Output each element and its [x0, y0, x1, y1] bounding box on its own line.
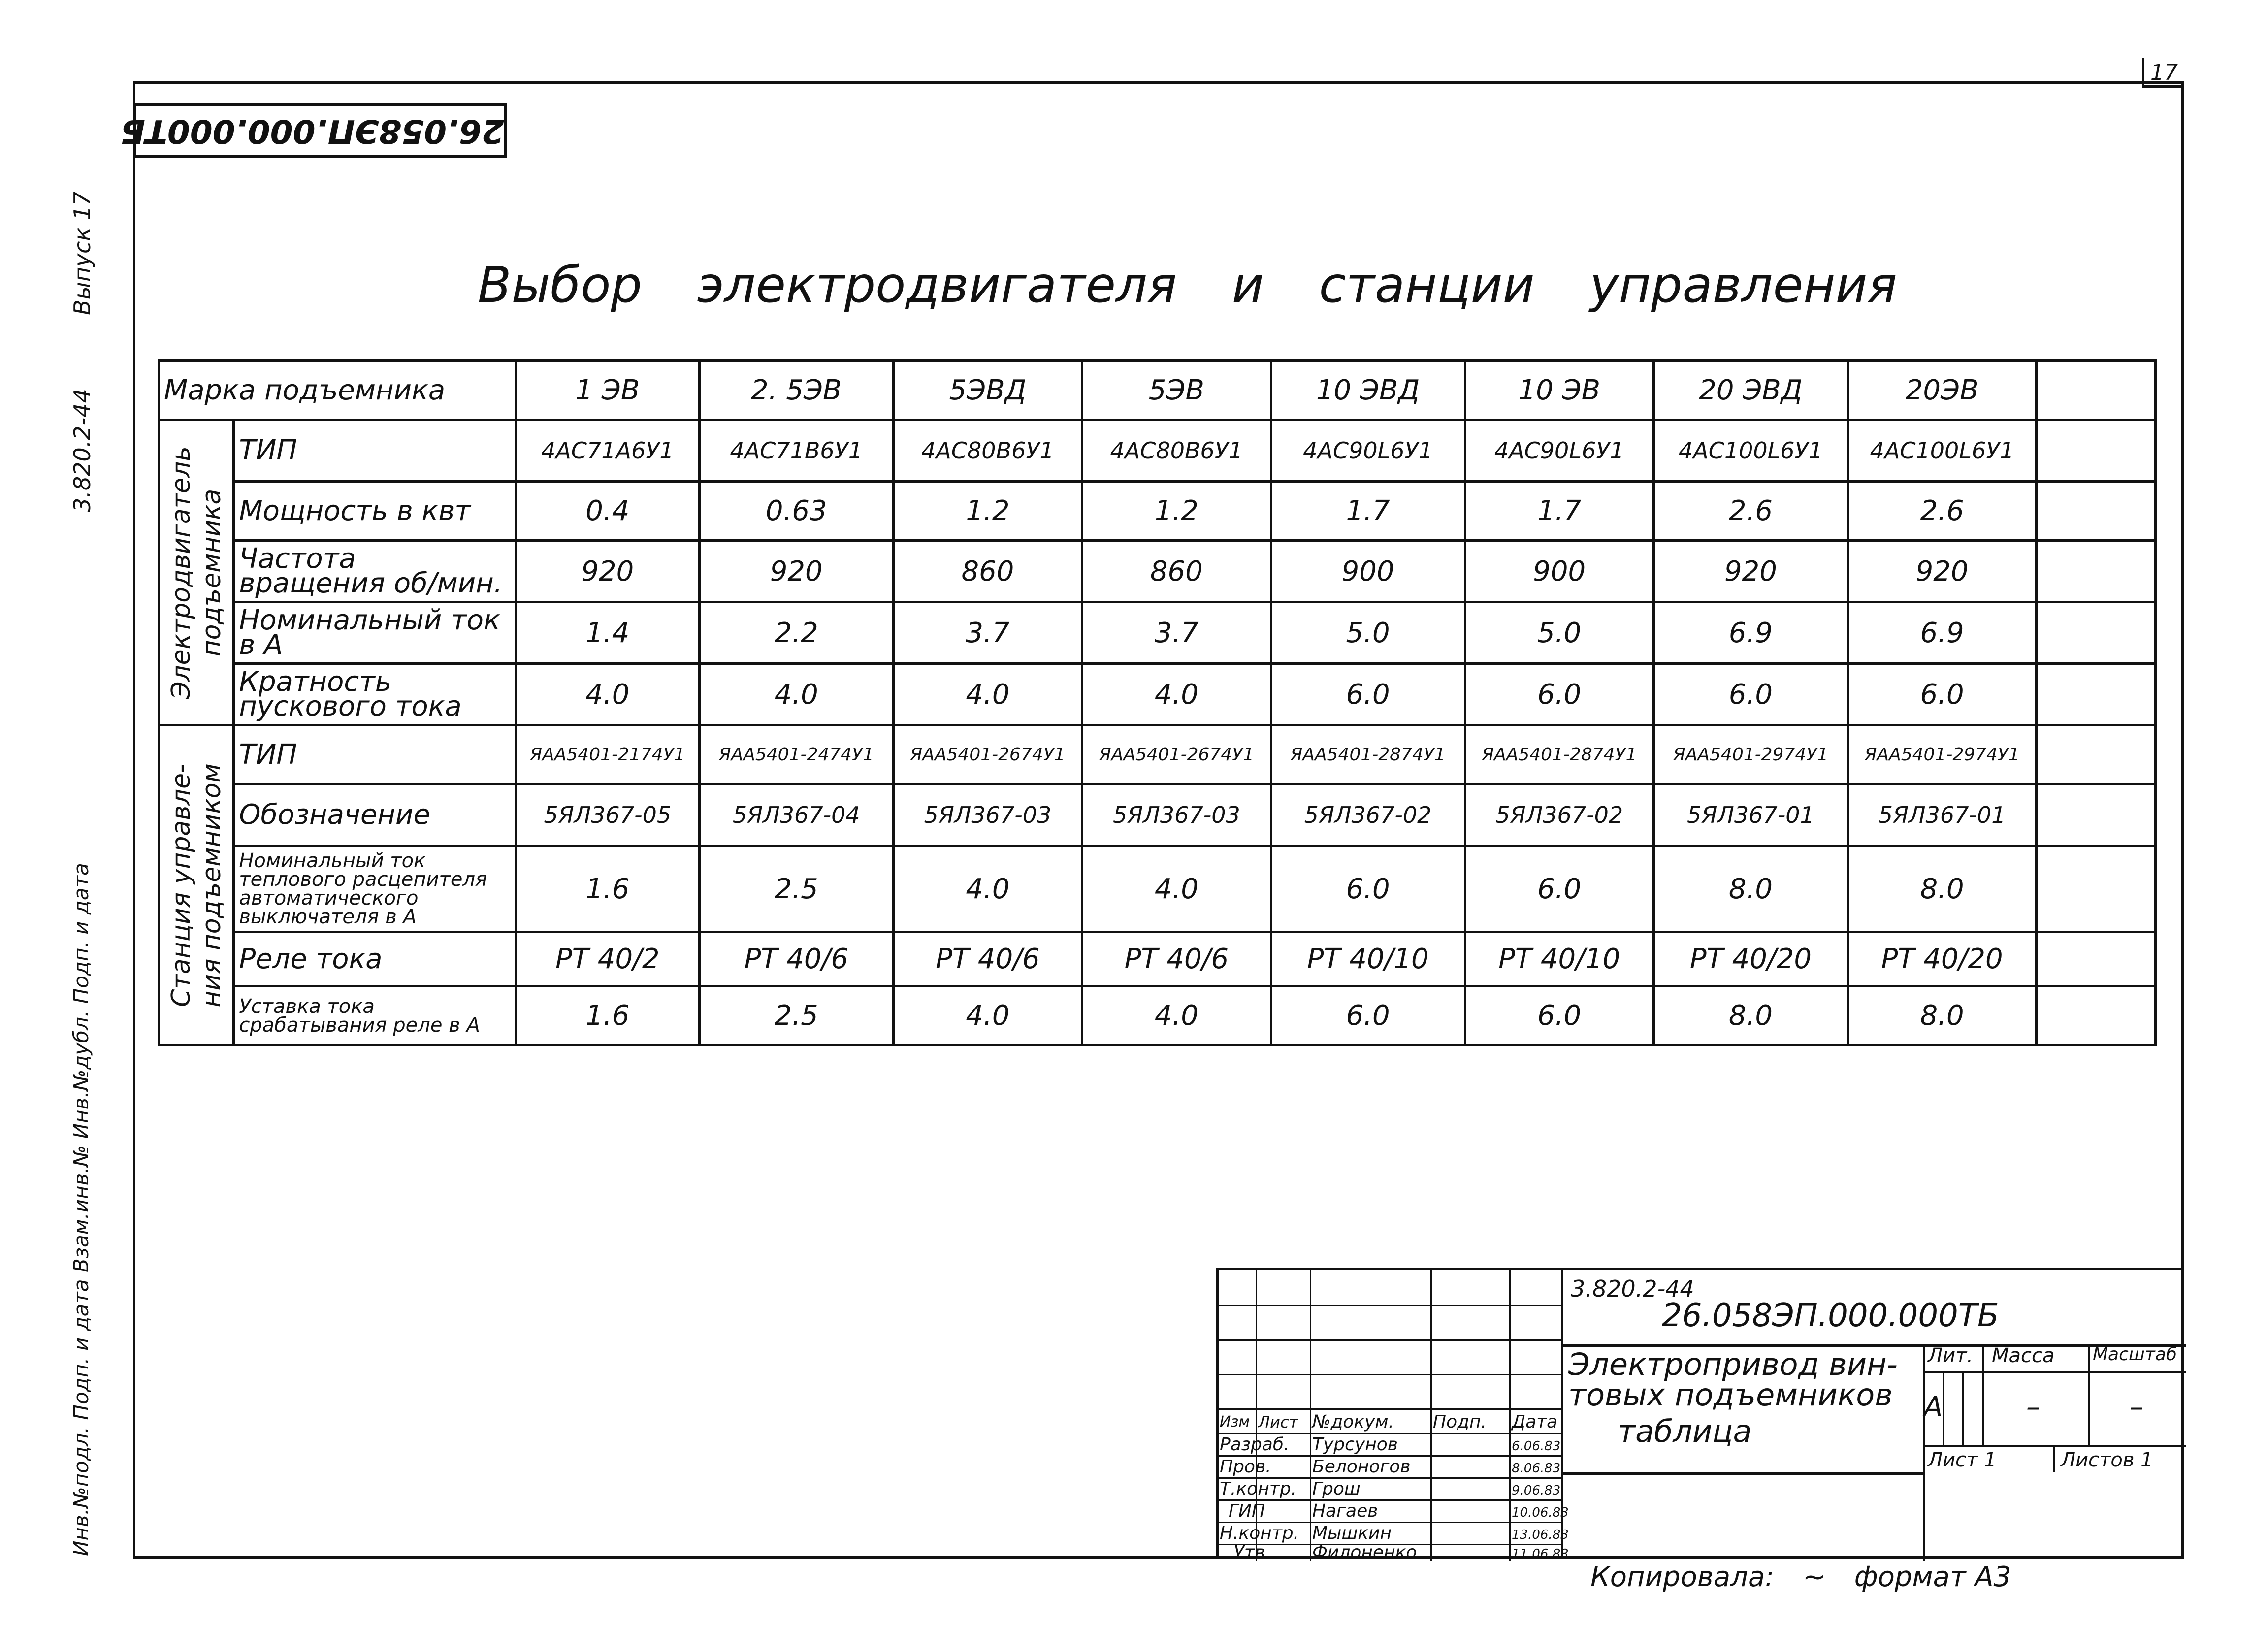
mass-label: Масса	[1992, 1344, 2055, 1367]
value-cell: 6.0	[1271, 846, 1465, 932]
empty-cell	[2037, 482, 2156, 541]
table-row	[159, 420, 2156, 482]
row-label: Мощность в квт	[234, 482, 516, 541]
staff-date: 10.06.83	[1512, 1505, 1569, 1520]
sheets-label: Листов 1	[2061, 1449, 2153, 1471]
row-label: Обозначение	[234, 784, 516, 846]
staff-name: Турсунов	[1312, 1434, 1398, 1455]
value-cell: 2.5	[699, 846, 893, 932]
value-cell: ЯАА5401-2174У1	[516, 725, 699, 784]
page-title	[478, 256, 1897, 314]
group-label-line: Электродвигатель	[166, 446, 196, 699]
value-cell: 0.63	[699, 482, 893, 541]
value-cell: 3.7	[1082, 602, 1271, 664]
copier-signature: ~	[1802, 1561, 1826, 1593]
value-cell: 860	[1082, 541, 1271, 602]
value-cell: 6.9	[1653, 602, 1847, 664]
value-cell: 5ЯЛ367-02	[1271, 784, 1465, 846]
value-cell: РТ 40/10	[1465, 932, 1653, 986]
model-cell: 10 ЭВД	[1271, 361, 1465, 420]
table-row	[159, 784, 2156, 846]
value-cell: 5ЯЛ367-01	[1847, 784, 2036, 846]
value-cell: 4АС80В6У1	[1082, 420, 1271, 482]
value-cell: 1.2	[893, 482, 1082, 541]
doc-name	[1568, 1346, 1923, 1413]
value-cell: 920	[699, 541, 893, 602]
value-cell: 6.0	[1465, 986, 1653, 1045]
empty-cell	[2037, 725, 2156, 784]
value-cell: РТ 40/2	[516, 932, 699, 986]
staff-name: Филоненко	[1312, 1542, 1417, 1563]
value-cell: 2.6	[1847, 482, 2036, 541]
scale-value: –	[2130, 1391, 2143, 1423]
value-cell: 8.0	[1847, 846, 2036, 932]
table-header-row	[159, 361, 2156, 420]
value-cell: ЯАА5401-2674У1	[893, 725, 1082, 784]
value-cell: РТ 40/6	[699, 932, 893, 986]
value-cell: 1.6	[516, 846, 699, 932]
value-cell: 860	[893, 541, 1082, 602]
model-cell: 1 ЭВ	[516, 361, 699, 420]
value-cell: 4АС80В6У1	[893, 420, 1082, 482]
doc-subtitle: таблица	[1618, 1413, 1752, 1449]
table-row	[159, 986, 2156, 1045]
table-row	[159, 482, 2156, 541]
model-cell: 5ЭВД	[893, 361, 1082, 420]
copied-label: Копировала:	[1590, 1561, 1775, 1593]
row-label: Реле тока	[234, 932, 516, 986]
lit-value: А	[1924, 1391, 1943, 1423]
value-cell: 4АС71В6У1	[699, 420, 893, 482]
value-cell: РТ 40/6	[1082, 932, 1271, 986]
doc-reference: 3.820.2-44	[1571, 1275, 1694, 1302]
empty-cell	[2037, 361, 2156, 420]
value-cell: 4.0	[516, 664, 699, 725]
value-cell: 5ЯЛ367-04	[699, 784, 893, 846]
doc-code: 26.058ЭП.000.000ТБ	[1662, 1298, 1999, 1334]
value-cell: 1.2	[1082, 482, 1271, 541]
sheet-number-text: 17	[2150, 60, 2178, 85]
rotated-code-text: 26.058ЭП.000.000ТБ	[120, 112, 504, 150]
row-label: Уставка тока срабатывания реле в А	[234, 986, 516, 1045]
value-cell: 900	[1271, 541, 1465, 602]
title-word: управления	[1589, 256, 1897, 314]
value-cell: 2.2	[699, 602, 893, 664]
value-cell: 4.0	[1082, 664, 1271, 725]
model-cell: 20 ЭВД	[1653, 361, 1847, 420]
staff-date: 6.06.83	[1512, 1439, 1561, 1454]
head-podp: Подп.	[1433, 1412, 1487, 1432]
staff-date: 11.06.83	[1512, 1547, 1569, 1562]
format-label: формат А3	[1854, 1561, 2011, 1593]
row-label: Номинальный ток теплового расцепителя автоматического выключателя в А	[234, 846, 516, 932]
row-label: Кратность пускового тока	[234, 664, 516, 725]
head-data: Дата	[1512, 1412, 1558, 1432]
value-cell: 920	[1847, 541, 2036, 602]
row-label: ТИП	[234, 725, 516, 784]
model-cell: 5ЭВ	[1082, 361, 1271, 420]
table-row	[159, 541, 2156, 602]
value-cell: 4АС90L6У1	[1271, 420, 1465, 482]
value-cell: 1.7	[1465, 482, 1653, 541]
value-cell: 5ЯЛ367-03	[1082, 784, 1271, 846]
value-cell: 900	[1465, 541, 1653, 602]
margin-issue: Выпуск 17	[69, 191, 96, 315]
mass-value: –	[2026, 1391, 2040, 1423]
selection-table	[158, 359, 2157, 1046]
value-cell: РТ 40/20	[1847, 932, 2036, 986]
value-cell: 4АС71А6У1	[516, 420, 699, 482]
value-cell: 6.0	[1465, 664, 1653, 725]
value-cell: 920	[1653, 541, 1847, 602]
value-cell: ЯАА5401-2974У1	[1847, 725, 2036, 784]
lit-label: Лит.	[1928, 1344, 1974, 1367]
value-cell: 5ЯЛ367-02	[1465, 784, 1653, 846]
head-doc: №докум.	[1312, 1412, 1394, 1432]
lit-mass-scale-grid	[1923, 1344, 2186, 1472]
empty-cell	[2037, 986, 2156, 1045]
margin-series: 3.820.2-44	[69, 389, 96, 512]
value-cell: 6.0	[1847, 664, 2036, 725]
title-word: станции	[1319, 256, 1535, 314]
margin-inventory: Инв.№подл. Подп. и дата Взам.инв.№ Инв.№дубл. Подп. и дата	[69, 863, 93, 1556]
staff-role: Н.контр.	[1220, 1523, 1299, 1543]
value-cell: 4.0	[893, 846, 1082, 932]
group-label-line: Станция управле-	[166, 763, 196, 1007]
title-word: электродвигателя	[697, 256, 1177, 314]
head-list: Лист	[1258, 1413, 1298, 1432]
value-cell: 4АС100L6У1	[1847, 420, 2036, 482]
group-label-station	[159, 725, 234, 1045]
value-cell: ЯАА5401-2874У1	[1465, 725, 1653, 784]
staff-role: Пров.	[1220, 1457, 1271, 1477]
value-cell: 5.0	[1465, 602, 1653, 664]
group-label-motor	[159, 420, 234, 725]
value-cell: 8.0	[1653, 986, 1847, 1045]
staff-name: Мышкин	[1312, 1523, 1392, 1543]
value-cell: 6.0	[1271, 664, 1465, 725]
value-cell: 1.7	[1271, 482, 1465, 541]
copy-info	[1590, 1561, 2011, 1593]
sheet-label: Лист 1	[1928, 1449, 1997, 1471]
title-word: Выбор	[478, 256, 642, 314]
row-label: ТИП	[234, 420, 516, 482]
rotated-code-box	[120, 103, 507, 158]
group-label-line: ния подъемником	[196, 763, 227, 1008]
title-block-main	[1561, 1268, 2184, 1559]
group-label-line: подъемника	[196, 488, 227, 656]
empty-cell	[2037, 602, 2156, 664]
table-row	[159, 725, 2156, 784]
value-cell: 5ЯЛ367-01	[1653, 784, 1847, 846]
value-cell: 6.0	[1465, 846, 1653, 932]
staff-date: 9.06.83	[1512, 1483, 1561, 1498]
value-cell: 4.0	[1082, 986, 1271, 1045]
value-cell: 2.5	[699, 986, 893, 1045]
value-cell: 8.0	[1847, 986, 2036, 1045]
value-cell: ЯАА5401-2474У1	[699, 725, 893, 784]
staff-name: Белоногов	[1312, 1457, 1411, 1477]
model-cell: 20ЭВ	[1847, 361, 2036, 420]
header-label: Марка подъемника	[159, 361, 516, 420]
head-izm: Изм	[1220, 1413, 1250, 1431]
value-cell: 6.9	[1847, 602, 2036, 664]
value-cell: 3.7	[893, 602, 1082, 664]
value-cell: 6.0	[1653, 664, 1847, 725]
value-cell: 4.0	[699, 664, 893, 725]
value-cell: РТ 40/10	[1271, 932, 1465, 986]
empty-cell	[2037, 846, 2156, 932]
empty-cell	[2037, 784, 2156, 846]
table-row	[159, 602, 2156, 664]
title-block	[1216, 1268, 2184, 1563]
value-cell: 920	[516, 541, 699, 602]
value-cell: 0.4	[516, 482, 699, 541]
value-cell: 1.6	[516, 986, 699, 1045]
staff-role: Утв.	[1233, 1542, 1271, 1563]
staff-role: Т.контр.	[1220, 1479, 1297, 1499]
value-cell: 1.4	[516, 602, 699, 664]
value-cell: 4АС100L6У1	[1653, 420, 1847, 482]
table-row	[159, 664, 2156, 725]
empty-cell	[2037, 664, 2156, 725]
value-cell: 5.0	[1271, 602, 1465, 664]
value-cell: 4.0	[893, 986, 1082, 1045]
value-cell: РТ 40/20	[1653, 932, 1847, 986]
value-cell: 4АС90L6У1	[1465, 420, 1653, 482]
table-row	[159, 932, 2156, 986]
staff-role: ГИП	[1229, 1501, 1265, 1521]
value-cell: 6.0	[1271, 986, 1465, 1045]
sheet-number	[2142, 58, 2184, 88]
value-cell: 5ЯЛ367-05	[516, 784, 699, 846]
table-row	[159, 846, 2156, 932]
value-cell: РТ 40/6	[893, 932, 1082, 986]
title-word: и	[1231, 256, 1264, 314]
row-label: Частота вращения об/мин.	[234, 541, 516, 602]
value-cell: 4.0	[1082, 846, 1271, 932]
staff-date: 13.06.83	[1512, 1528, 1569, 1542]
doc-name-line: Электропривод вин-	[1568, 1346, 1898, 1382]
empty-cell	[2037, 420, 2156, 482]
doc-name-line: товых подъемников	[1568, 1377, 1893, 1413]
title-block-signatures	[1216, 1268, 1569, 1563]
value-cell: ЯАА5401-2974У1	[1653, 725, 1847, 784]
value-cell: 8.0	[1653, 846, 1847, 932]
empty-cell	[2037, 932, 2156, 986]
model-cell: 2. 5ЭВ	[699, 361, 893, 420]
value-cell: 4.0	[893, 664, 1082, 725]
row-label: Номинальный ток в А	[234, 602, 516, 664]
value-cell: ЯАА5401-2674У1	[1082, 725, 1271, 784]
staff-name: Грош	[1312, 1479, 1361, 1499]
value-cell: 2.6	[1653, 482, 1847, 541]
empty-cell	[2037, 541, 2156, 602]
staff-role: Разраб.	[1220, 1434, 1290, 1455]
staff-date: 8.06.83	[1512, 1461, 1561, 1476]
staff-name: Нагаев	[1312, 1501, 1378, 1521]
value-cell: ЯАА5401-2874У1	[1271, 725, 1465, 784]
value-cell: 5ЯЛ367-03	[893, 784, 1082, 846]
scale-label: Масштаб	[2093, 1344, 2177, 1365]
model-cell: 10 ЭВ	[1465, 361, 1653, 420]
